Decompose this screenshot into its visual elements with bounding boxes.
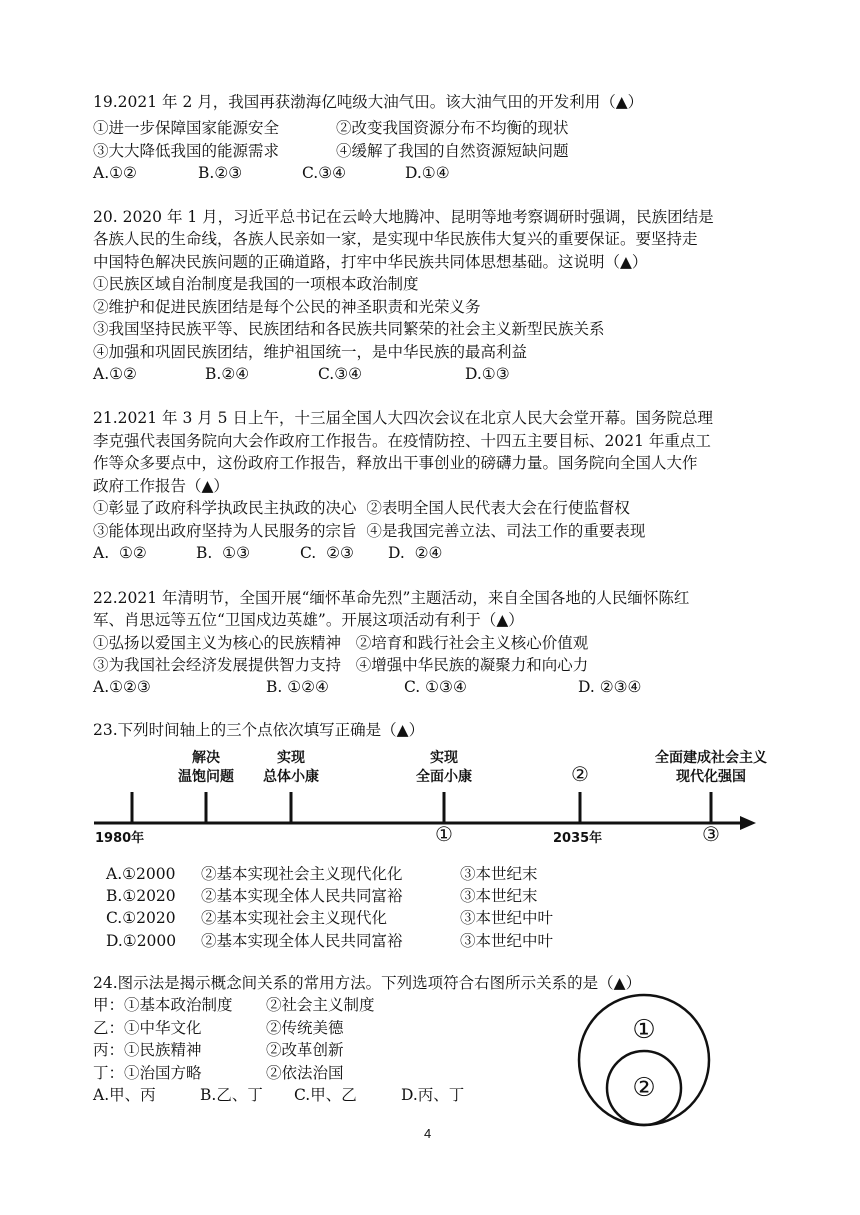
q22-option-b: B. ①②④ [266, 678, 329, 696]
q22-option-c: C. ①③④ [404, 678, 467, 696]
timeline-tick-label-2035: 2035年 [553, 831, 603, 846]
q22-stem-line-1: 22.2021 年清明节，全国开展“缅怀革命先烈”主题活动，来自全国各地的人民缅怀陈红 [93, 589, 690, 607]
q24-option-d: D.丙、丁 [401, 1086, 465, 1104]
q20-statement-3: ③我国坚持民族平等、民族团结和各民族共同繁荣的社会主义新型民族关系 [93, 320, 605, 338]
q21-stem-line-2: 李克强代表国务院向大会作政府工作报告。在疫情防控、十四五主要目标、2021 年重点工 [93, 432, 711, 450]
q19-option-b: B.②③ [198, 164, 243, 182]
outer-circle-label: ① [632, 1015, 656, 1045]
q21-stem-line-3: 作等众多要点中，这份政府工作报告，释放出干事创业的磅礴力量。国务院向全国人大作 [93, 454, 698, 472]
q19-option-c: C.③④ [302, 164, 347, 182]
q23-option-b-3: ③本世纪末 [460, 887, 538, 905]
q19-statement-1: ①进一步保障国家能源安全 [93, 119, 280, 137]
q20-stem-line-3: 中国特色解决民族问题的正确道路，打牢中华民族共同体思想基础。这说明（▲） [93, 253, 648, 271]
q21-statements-1-2: ①彰显了政府科学执政民主执政的决心 ②表明全国人民代表大会在行使监督权 [93, 499, 630, 517]
timeline-tick-label-1980: 1980年 [95, 831, 145, 846]
q24-option-b: B.乙、丁 [200, 1086, 263, 1104]
q23-option-c-2: ②基本实现社会主义现代化 [201, 909, 388, 927]
q24-row-jia-1: 甲：①基本政治制度 [93, 996, 233, 1014]
q24-option-c: C.甲、乙 [294, 1086, 357, 1104]
q20-option-a: A.①② [93, 365, 137, 383]
q19-option-d: D.①④ [405, 164, 450, 182]
q21-option-b: B. ①③ [196, 544, 250, 562]
q20-statement-1: ①民族区域自治制度是我国的一项根本政治制度 [93, 275, 419, 293]
q21-option-a: A. ①② [93, 544, 147, 562]
q21-stem-line-4: 政府工作报告（▲） [93, 477, 229, 495]
q21-stem-line-1: 21.2021 年 3 月 5 日上午，十三届全国人大四次会议在北京人民大会堂开幕。国务院总理 [93, 409, 713, 427]
timeline-arrowhead [740, 816, 756, 830]
q22-stem-line-2: 军、肖思远等五位“卫国戍边英雄”。开展这项活动有利于（▲） [93, 611, 524, 629]
q19-stem: 19.2021 年 2 月，我国再获渤海亿吨级大油气田。该大油气田的开发利用（▲） [93, 93, 644, 111]
q23-option-d-2: ②基本实现全体人民共同富裕 [201, 932, 403, 950]
q20-stem-line-1: 20. 2020 年 1 月，习近平总书记在云岭大地腾冲、昆明等地考察调研时强调，民族团结是 [93, 208, 714, 226]
q22-option-d: D. ②③④ [578, 678, 642, 696]
q19-statement-2: ②改变我国资源分布不均衡的现状 [336, 119, 569, 137]
q19-statement-3: ③大大降低我国的能源需求 [93, 142, 280, 160]
q19-statement-4: ④缓解了我国的自然资源短缺问题 [336, 142, 569, 160]
q23-option-c-1: C.①2020 [106, 909, 176, 927]
q20-option-d: D.①③ [465, 365, 510, 383]
timeline-label-wenbao: 解决 温饱问题 [178, 750, 234, 785]
q23-option-a-1: A.①2000 [106, 865, 176, 883]
q24-row-bing-1: 丙：①民族精神 [93, 1041, 202, 1059]
q22-option-a: A.①②③ [93, 678, 151, 696]
q23-option-d-1: D.①2000 [106, 932, 177, 950]
q21-statements-3-4: ③能体现出政府坚持为人民服务的宗旨 ④是我国完善立法、司法工作的重要表现 [93, 522, 646, 540]
q23-option-b-1: B.①2020 [106, 887, 176, 905]
q23-stem: 23.下列时间轴上的三个点依次填写正确是（▲） [93, 721, 425, 739]
q23-option-a-3: ③本世纪末 [460, 865, 538, 883]
timeline-marker-3: ③ [702, 822, 720, 846]
timeline-label-zongti: 实现 总体小康 [263, 750, 319, 785]
q20-stem-line-2: 各族人民的生命线，各族人民亲如一家，是实现中华民族伟大复兴的重要保证。要坚持走 [93, 230, 698, 248]
q22-statements-1-2: ①弘扬以爱国主义为核心的民族精神 ②培育和践行社会主义核心价值观 [93, 634, 589, 652]
q19-option-a: A.①② [93, 164, 137, 182]
q21-option-d: D. ②④ [388, 544, 443, 562]
q23-option-d-3: ③本世纪中叶 [460, 932, 554, 950]
page-number: 4 [424, 1126, 432, 1141]
q20-statement-4: ④加强和巩固民族团结，维护祖国统一，是中华民族的最高利益 [93, 343, 528, 361]
q20-option-b: B.②④ [205, 365, 250, 383]
q24-row-jia-2: ②社会主义制度 [266, 996, 375, 1014]
timeline-marker-2: ② [571, 762, 589, 786]
q21-option-c: C. ②③ [300, 544, 354, 562]
timeline-label-strong-nation: 全面建成社会主义 现代化强国 [655, 750, 767, 785]
timeline-label-quanmian: 实现 全面小康 [416, 750, 472, 785]
q20-option-c: C.③④ [318, 365, 363, 383]
q23-option-a-2: ②基本实现社会主义现代化化 [201, 865, 403, 883]
timeline-marker-1: ① [435, 822, 453, 846]
q20-statement-2: ②维护和促进民族团结是每个公民的神圣职责和光荣义务 [93, 298, 481, 316]
q23-option-b-2: ②基本实现全体人民共同富裕 [201, 887, 403, 905]
q24-row-yi-2: ②传统美德 [266, 1019, 344, 1037]
q22-statements-3-4: ③为我国社会经济发展提供智力支持 ④增强中华民族的凝聚力和向心力 [93, 656, 589, 674]
q24-row-bing-2: ②改革创新 [266, 1041, 344, 1059]
q23-option-c-3: ③本世纪中叶 [460, 909, 554, 927]
inner-circle-label: ② [632, 1073, 656, 1103]
q24-row-yi-1: 乙：①中华文化 [93, 1019, 202, 1037]
q24-row-ding-2: ②依法治国 [266, 1064, 344, 1082]
q24-option-a: A.甲、丙 [93, 1086, 156, 1104]
q24-row-ding-1: 丁：①治国方略 [93, 1064, 202, 1082]
q24-stem: 24.图示法是揭示概念间关系的常用方法。下列选项符合右图所示关系的是（▲） [93, 974, 642, 992]
